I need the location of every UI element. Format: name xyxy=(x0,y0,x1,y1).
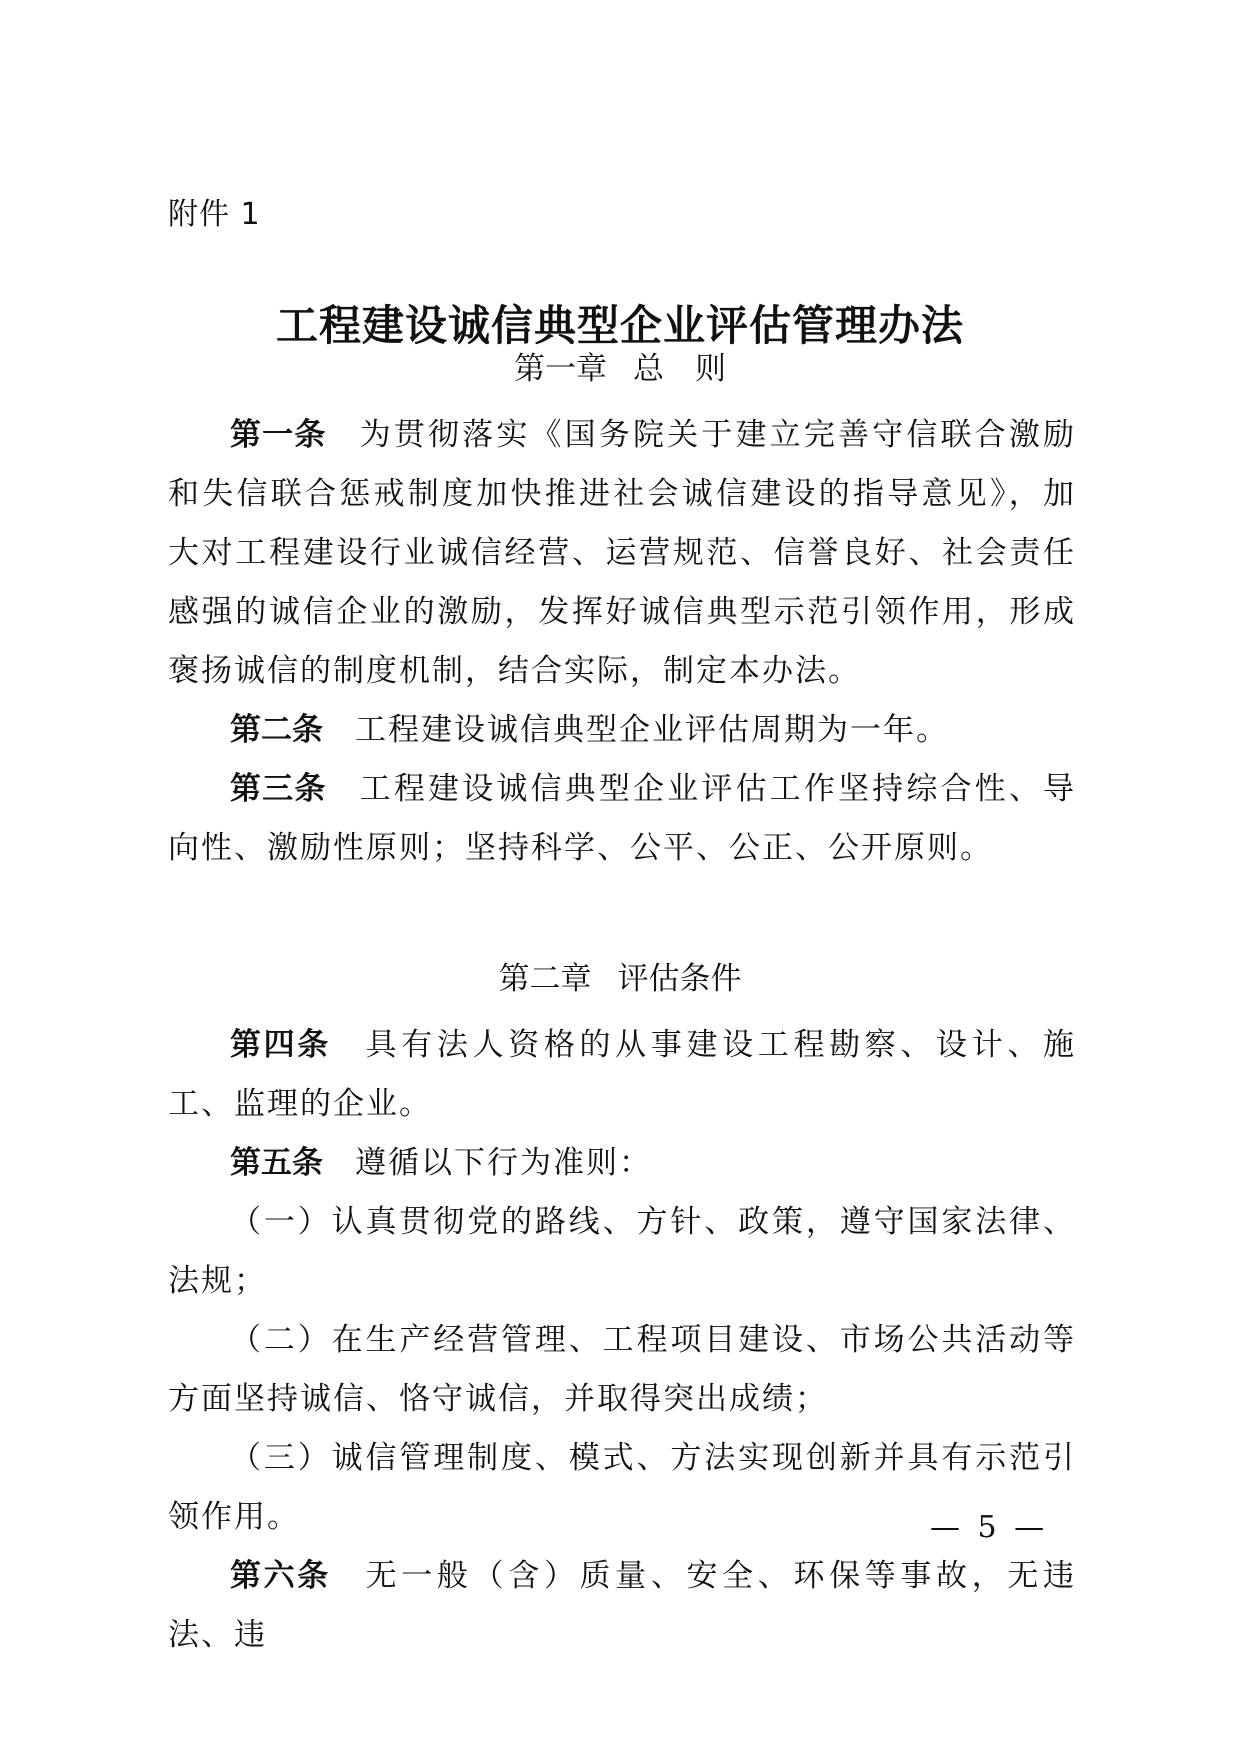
article-5-item-3: （三）诚信管理制度、模式、方法实现创新并具有示范引领作用。 xyxy=(168,1440,1076,1535)
article-1-text: 为贯彻落实《国务院关于建立完善守信联合激励和失信联合惩戒制度加快推进社会诚信建设的指导意见》，加大对工程建设行业诚信经营、运营规范、信誉良好、社会责任感强的诚信企业的激励，发挥好诚信典型示范引领作用，形成褒扬诚信的制度机制，结合实际，制定本办法。 xyxy=(168,417,1076,689)
article-4-label: 第四条 xyxy=(230,1027,331,1063)
article-2-text: 工程建设诚信典型企业评估周期为一年。 xyxy=(355,712,949,748)
chapter-heading-1 xyxy=(0,346,1240,392)
article-4 xyxy=(168,1016,1076,1134)
article-6-text: 无一般（含）质量、安全、环保等事故，无违法、违 xyxy=(168,1558,1077,1653)
chapter-1-label: 第一章 xyxy=(514,351,607,387)
article-5 xyxy=(168,1134,1076,1193)
article-5-text: 遵循以下行为准则： xyxy=(355,1145,652,1181)
attachment-label: 附件 1 xyxy=(168,197,261,232)
article-3-label: 第三条 xyxy=(230,771,327,807)
article-6-label: 第六条 xyxy=(230,1558,331,1594)
article-4-text: 具有法人资格的从事建设工程勘察、设计、施工、监理的企业。 xyxy=(168,1027,1077,1122)
chapter-2-name: 评估条件 xyxy=(617,961,742,997)
chapter-1-name: 总 则 xyxy=(633,351,726,387)
article-2-label: 第二条 xyxy=(230,712,323,748)
article-5-item-2: （二）在生产经营管理、工程项目建设、市场公共活动等方面坚持诚信、恪守诚信，并取得突出成绩； xyxy=(168,1322,1076,1417)
article-2 xyxy=(168,701,1076,760)
article-1-label: 第一条 xyxy=(230,417,327,453)
document-title: 工程建设诚信典型企业评估管理办法 xyxy=(275,301,964,350)
chapter-2-body xyxy=(168,1016,1076,1665)
article-3 xyxy=(168,760,1076,878)
article-3-text: 工程建设诚信典型企业评估工作坚持综合性、导向性、激励性原则；坚持科学、公平、公正、公开原则。 xyxy=(168,771,1076,866)
chapter-heading-2 xyxy=(0,956,1240,1002)
article-5-label: 第五条 xyxy=(230,1145,323,1181)
chapter-2-label: 第二章 xyxy=(498,961,592,997)
page-number: — 5 — xyxy=(930,1510,1049,1545)
chapter-1-body xyxy=(168,406,1076,878)
article-6 xyxy=(168,1547,1076,1665)
article-5-item-1: （一）认真贯彻党的路线、方针、政策，遵守国家法律、法规； xyxy=(168,1204,1076,1299)
article-1 xyxy=(168,406,1076,701)
